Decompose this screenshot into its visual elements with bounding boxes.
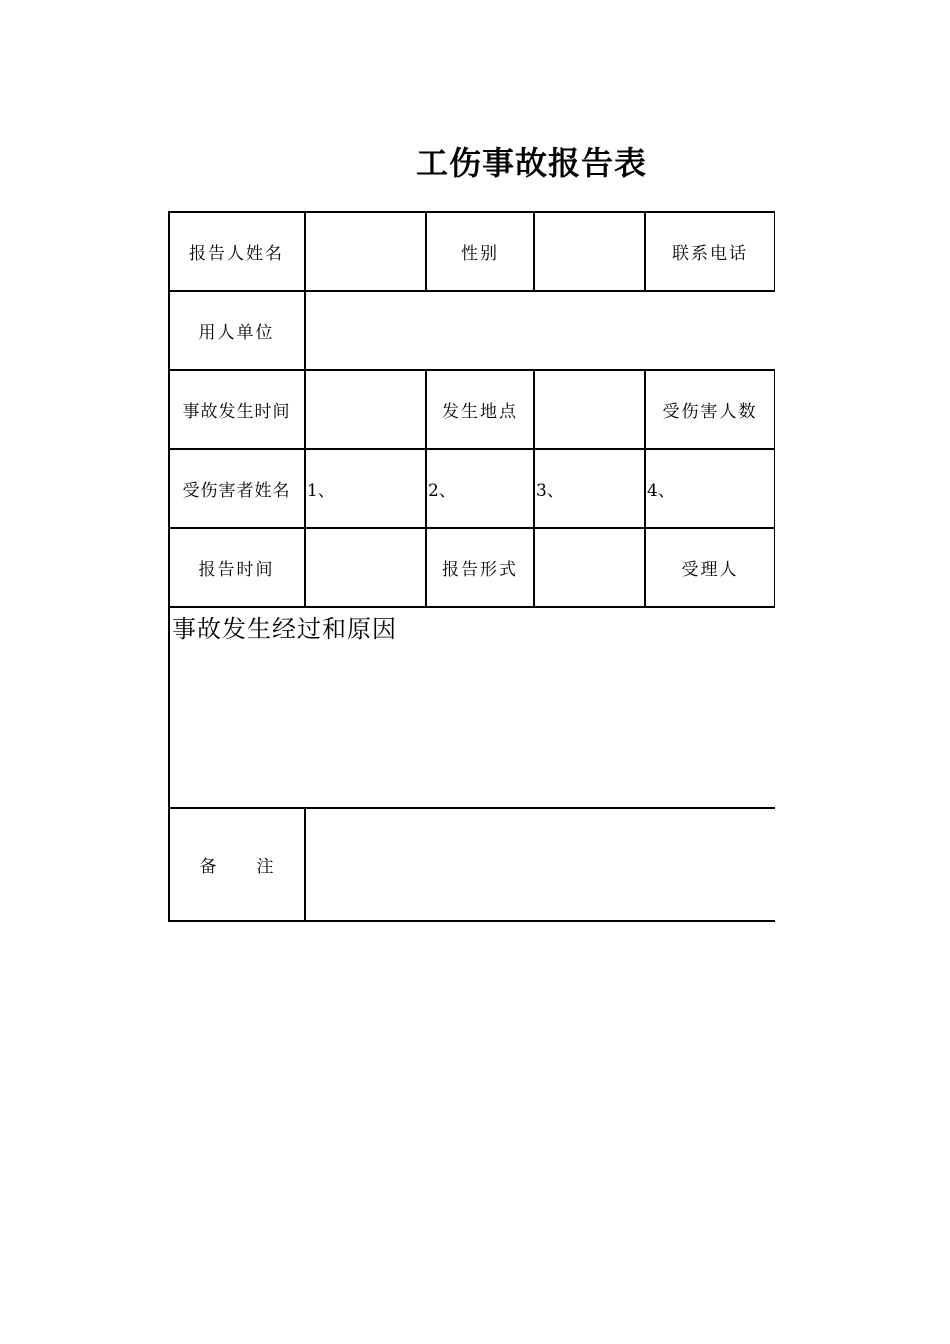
accident-time-label: 事故发生时间 (182, 401, 291, 422)
injured-slot-3[interactable]: 3、 (536, 480, 564, 501)
page-title: 工伤事故报告表 (415, 144, 647, 182)
reporter-name-field[interactable] (305, 211, 426, 291)
injured-names-label: 受伤害者姓名 (182, 480, 291, 501)
gender-label: 性别 (461, 243, 499, 264)
remarks-label (168, 808, 305, 920)
report-form-field[interactable] (534, 527, 645, 607)
reporter-name-label: 报告人姓名 (189, 243, 284, 264)
gender-field[interactable] (534, 211, 645, 291)
injured-slot-1[interactable]: 1、 (307, 480, 335, 501)
accident-time-field[interactable] (305, 369, 426, 449)
location-label: 发生地点 (442, 401, 518, 422)
remarks-label-part1: 备 (199, 856, 217, 877)
table-line (168, 920, 775, 922)
employer-label: 用人单位 (198, 322, 275, 343)
employer-field[interactable] (305, 290, 775, 370)
remarks-field[interactable] (305, 808, 775, 920)
injured-slot-4[interactable]: 4、 (647, 480, 675, 501)
report-form-label: 报告形式 (442, 559, 518, 580)
injured-count-label: 受伤害人数 (662, 401, 758, 422)
location-field[interactable] (534, 369, 645, 449)
injured-slot-2[interactable]: 2、 (428, 480, 456, 501)
report-time-label: 报告时间 (198, 559, 275, 580)
accident-report-form (168, 211, 775, 922)
process-cause-label: 事故发生经过和原因 (172, 615, 397, 643)
process-cause-field[interactable] (170, 647, 775, 807)
report-time-field[interactable] (305, 527, 426, 607)
phone-label: 联系电话 (672, 243, 748, 264)
remarks-label-part2: 注 (256, 856, 274, 877)
receiver-label: 受理人 (681, 559, 739, 580)
